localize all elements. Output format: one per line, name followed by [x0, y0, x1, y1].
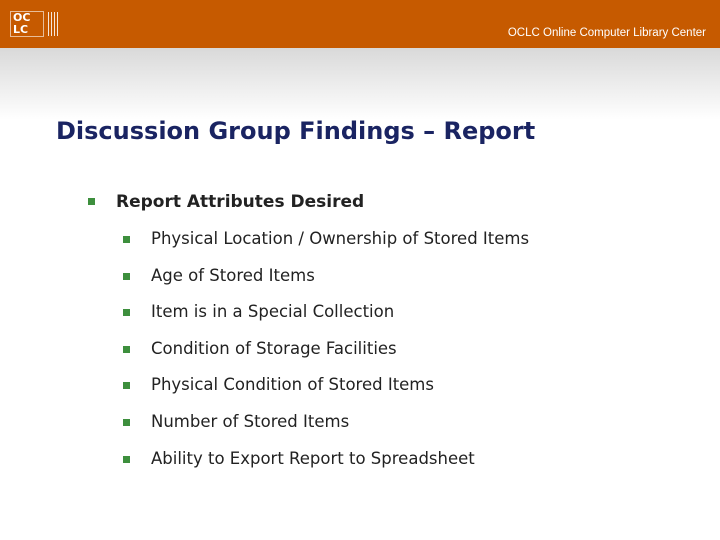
square-bullet-icon — [123, 419, 130, 426]
square-bullet-icon — [123, 346, 130, 353]
square-bullet-icon — [123, 382, 130, 389]
oclc-logo-icon — [10, 11, 60, 37]
sub-bullet-text: Item is in a Special Collection — [151, 302, 395, 321]
square-bullet-icon — [123, 236, 130, 243]
logo-bars-icon — [48, 12, 60, 36]
sub-bullet-text: Physical Condition of Stored Items — [151, 375, 434, 394]
square-bullet-icon — [123, 273, 130, 280]
slide-title: Discussion Group Findings – Report — [56, 117, 536, 145]
sub-bullet-text: Ability to Export Report to Spreadsheet — [151, 449, 475, 468]
sub-bullet-text: Condition of Storage Facilities — [151, 339, 397, 358]
oclc-logo-letters: OC LC — [10, 11, 44, 37]
square-bullet-icon — [123, 456, 130, 463]
sub-bullet-text: Physical Location / Ownership of Stored Items — [151, 229, 530, 248]
square-bullet-icon — [88, 198, 95, 205]
main-bullet-text: Report Attributes Desired — [116, 192, 365, 212]
header-bar — [0, 0, 720, 48]
sub-bullet-text: Age of Stored Items — [151, 266, 315, 285]
header-gradient-band — [0, 48, 720, 120]
sub-bullet-text: Number of Stored Items — [151, 412, 350, 431]
org-name: OCLC Online Computer Library Center — [507, 27, 706, 39]
square-bullet-icon — [123, 309, 130, 316]
